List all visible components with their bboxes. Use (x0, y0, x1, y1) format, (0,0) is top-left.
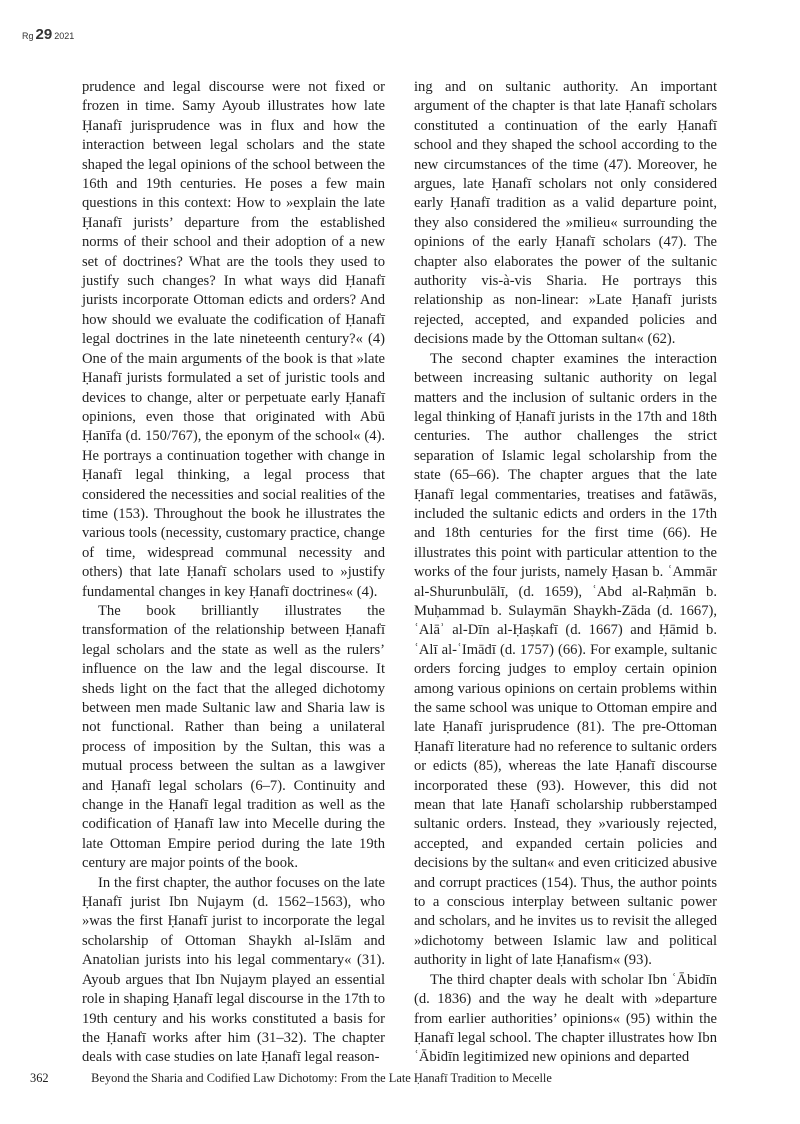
paragraph: ing and on sultanic authority. An important argument of the chapter is that late Ḥanafī scholars constituted a continuation of the early Ḥanafī school and they shaped the school according to the new circumstances of the time (47). Moreover, he argues, late Ḥanafī scholars not only considered early Ḥanafī tradition as a valid departure point, they also considered the »milieu« surrounding the opinions of the early Ḥanafī scholars (47). The chapter also elaborates the power of the sultanic authority vis-à-vis Sharia. He portrays this relationship as non-linear: »Late Ḥanafī jurists rejected, accepted, and expanded policies and decisions made by the Ottoman sultan« (62). (414, 79, 717, 348)
running-title: Beyond the Sharia and Codified Law Dichotomy: From the Late Ḥanafī Tradition to Mecelle (91, 1071, 552, 1085)
right-text-column (414, 78, 717, 1068)
paragraph: In the first chapter, the author focuses on the late Ḥanafī jurist Ibn Nujaym (d. 1562–1563), who »was the first Ḥanafī jurist to incorporate the legal scholarship of Ottoman Shaykh al-Islām and Anatolian jurists into his legal commentary« (31). Ayoub argues that Ibn Nujaym played an essential role in shaping Ḥanafī legal discourse in the 17th to 19th century and his works constituted a basis for the Ḥanafī works after him (31–32). The chapter deals with case studies on late Ḥanafī legal reason- (82, 874, 385, 1066)
paragraph: prudence and legal discourse were not fixed or frozen in time. Samy Ayoub illustrates how late Ḥanafī jurisprudence was in flux and how the interaction between legal scholars and the state shaped the legal opinions of the school between the 16th and 19th centuries. He poses a few main questions in this context: How to »explain the late Ḥanafī jurists’ departure from the established norms of their school and their adoption of a new set of doctrines? What are the tools they used to justify such changes? In what ways did Ḥanafī jurists incorporate Ottoman edicts and orders? And how should we evaluate the codification of Ḥanafī legal doctrines in the late nineteenth century?« (4) One of the main arguments of the book is that »late Ḥanafī jurists formulated a set of juristic tools and devices to change, alter or perpetuate early Ḥanafī opinions, even those that originated with Abū Ḥanīfa (d. 150/767), the eponym of the school« (4). He portrays a continuation together with change in Ḥanafī legal thinking, a legal process that considered the necessities and social realities of the time (153). Throughout the book he illustrates the various tools (necessity, customary practice, change of time, widespread communal necessity and others) that late Ḥanafī scholars used to »justify fundamental changes in key Ḥanafī doctrines« (4). (82, 79, 385, 600)
paragraph: The third chapter deals with scholar Ibn ʿĀbidīn (d. 1836) and the way he dealt with »departure from earlier authorities’ opinions« (95) within the Ḥanafī legal school. The chapter illustrates how Ibn ʿĀbidīn legitimized new opinions and departed (414, 971, 717, 1066)
page-number: 362 (30, 1071, 49, 1085)
publication-year: 2021 (54, 31, 75, 41)
paragraph: The second chapter examines the interaction between increasing sultanic authority on legal matters and the inclusion of sultanic orders in the legal thinking of Ḥanafī jurists in the 17th and 18th centuries. The author challenges the strict separation of Islamic legal scholarship from the state (65–66). The chapter argues that the late Ḥanafī legal commentaries, treatises and fatāwās, included the sultanic edicts and orders in the 17th and 18th centuries for the first time (66). He illustrates this point with particular attention to the works of the four jurists, namely Ḥasan b. ʿAmmār al-Shurunbulālī, (d. 1659), ʿAbd al-Raḥmān b. Muḥammad b. Sulaymān Shaykh-Zāda (d. 1667), ʿAlāʾ al-Dīn al-Ḥaṣkafī (d. 1667) and Ḥāmid b. ʿAlī al-ʿImādī (d. 1757) (66). For example, sultanic orders forcing judges to employ certain opinion among various opinions on certain problems within the same school was unique to Ottoman empire and late Ḥanafī jurisprudence (81). The pre-Ottoman Ḥanafī literature had no reference to sultanic orders or edicts (85), whereas the late Ḥanafī discourse incorporated these (93). However, this did not mean that late Ḥanafī scholarship rubberstamped sultanic orders. Instead, they »variously rejected, accepted, and expanded certain policies and decisions by the sultan« and even criticized abusive and corrupt practices (154). Thus, the author points to a conscious interplay between sultanic power and scholars, and he invites us to revisit the alleged »dichotomy between Islamic law and political authority in light of late Ḥanafism« (93). (414, 350, 717, 969)
volume-number: 29 (35, 26, 53, 43)
paragraph: The book brilliantly illustrates the transformation of the relationship between Ḥanafī legal scholars and the state as well as the rulers’ influence on the law and the legal discourse. It sheds light on the fact that the alleged dichotomy between men made Sultanic law and Sharia law is not functional. Rather than being a unilateral process of imposition by the Sultan, this was a mutual process between the sultan as a lawgiver and Ḥanafī legal scholars (6–7). Continuity and change in the Ḥanafī legal tradition as well as the codification of Ḥanafī law into Mecelle during the late Ottoman Empire period during the late 19th century are major points of the book. (82, 602, 385, 872)
journal-header (22, 26, 74, 43)
page-footer (30, 1071, 552, 1086)
journal-abbreviation: Rg (22, 31, 34, 41)
left-text-column (82, 78, 385, 1068)
